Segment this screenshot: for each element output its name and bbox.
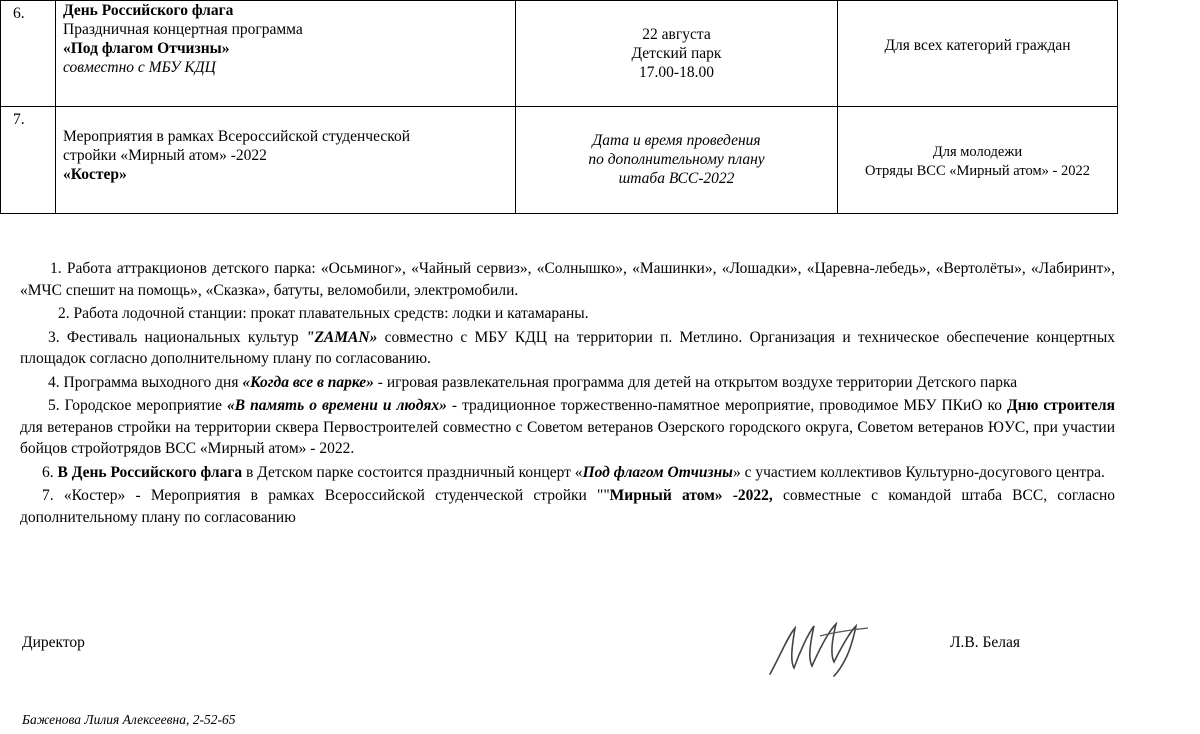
when-line: штаба ВСС-2022 <box>618 170 735 187</box>
note-5-holiday: Дню строителя <box>1006 397 1115 414</box>
event-date: 22 августа <box>642 26 711 43</box>
when-line: по дополнительному плану <box>588 151 765 168</box>
event-program-name: «Под флагом Отчизны» <box>63 40 230 57</box>
note-6 <box>20 462 1115 484</box>
signature-role: Директор <box>22 634 85 651</box>
note-4 <box>20 372 1115 394</box>
audience-text: Для всех категорий граждан <box>884 37 1071 54</box>
event-time-place <box>516 1 838 107</box>
note-4-rest: - игровая развлекательная программа для детей на открытом воздухе территории Детского парка <box>373 373 1018 391</box>
row-number: 7. <box>1 107 56 214</box>
event-audience <box>838 1 1118 107</box>
note-6-num: 6. <box>42 463 58 481</box>
notes-section <box>20 258 1115 530</box>
note-5-rest: для ветеранов стройки на территории сквера Первостроителей совместно с Советом ветеранов Озерского городского округа, Советом ветеранов ЮУС, при участии бойцов стройотрядов ВСС «Мирный атом» - 2022. <box>20 418 1115 457</box>
note-3-festival: "ZAMAN» <box>305 328 378 346</box>
note-5-mid: - традиционное торжественно-памятное мероприятие, проводимое МБУ ПКиО ко <box>446 397 1007 414</box>
event-time: 17.00-18.00 <box>639 64 714 81</box>
note-6-holiday: В День Российского флага <box>57 463 243 481</box>
note-2: 2. Работа лодочной станции: прокат плавательных средств: лодки и катамараны. <box>58 305 589 322</box>
handwritten-signature <box>750 606 880 681</box>
signature-name: Л.В. Белая <box>950 634 1020 651</box>
note-3 <box>20 327 1115 370</box>
event-place: Детский парк <box>631 45 722 62</box>
note-3-rest: совместно с МБУ КДЦ на территории п. Метлино. Организация и техническое обеспечение концертных площадок согласно дополнительному плану по согласованию. <box>20 328 1115 367</box>
event-line: Мероприятия в рамках Всероссийской студенческой <box>63 128 411 145</box>
note-4-text: 4. Программа выходного дня <box>48 373 243 391</box>
row-number: 6. <box>1 1 56 107</box>
note-7-text: 7. «Костер» - Мероприятия в рамках Всероссийской студенческой стройки "" <box>42 487 610 504</box>
event-description <box>56 1 516 107</box>
note-1: 1. Работа аттракционов детского парка: «Осьминог», «Чайный сервиз», «Солнышко», «Машинки», «Лошадки», «Царевна-лебедь», «Вертолёты», «Лабиринт», «МЧС спешит на помощь», «Сказка», батуты, веломобили, электромобили. <box>20 260 1115 299</box>
audience-line: Для молодежи <box>932 144 1023 160</box>
event-title: «Костер» <box>63 166 127 183</box>
event-subtitle: Праздничная концертная программа <box>63 21 303 38</box>
note-6-concert: Под флагом Отчизны <box>582 463 733 481</box>
contact-line: Баженова Лилия Алексеевна, 2-52-65 <box>22 712 236 727</box>
note-4-program: «Когда все в парке» <box>242 373 374 391</box>
note-3-text: 3. Фестиваль национальных культур <box>48 328 306 346</box>
event-partner: совместно с МБУ КДЦ <box>63 59 216 76</box>
when-line: Дата и время проведения <box>592 132 761 149</box>
note-6-mid: в Детском парке состоится праздничный концерт « <box>242 463 583 481</box>
event-description <box>56 107 516 214</box>
event-title: День Российского флага <box>63 2 234 19</box>
audience-line: Отряды ВСС «Мирный атом» - 2022 <box>864 163 1090 179</box>
note-5-text: 5. Городское мероприятие <box>48 397 227 414</box>
note-5 <box>20 395 1115 460</box>
event-line: стройки «Мирный атом» -2022 <box>63 147 267 164</box>
note-7-project: Мирный атом» -2022, <box>609 487 773 504</box>
note-5-event: «В память о времени и людях» <box>226 397 447 414</box>
note-6-rest: » с участием коллективов Культурно-досугового центра. <box>732 463 1105 481</box>
table-row <box>1 107 1118 214</box>
note-7 <box>20 485 1115 528</box>
event-audience <box>838 107 1118 214</box>
note-7-rest: совместные с командой штаба ВСС, согласно дополнительному плану по согласованию <box>20 487 1115 526</box>
table-row <box>1 1 1118 107</box>
events-table <box>0 0 1118 214</box>
event-time-place <box>516 107 838 214</box>
